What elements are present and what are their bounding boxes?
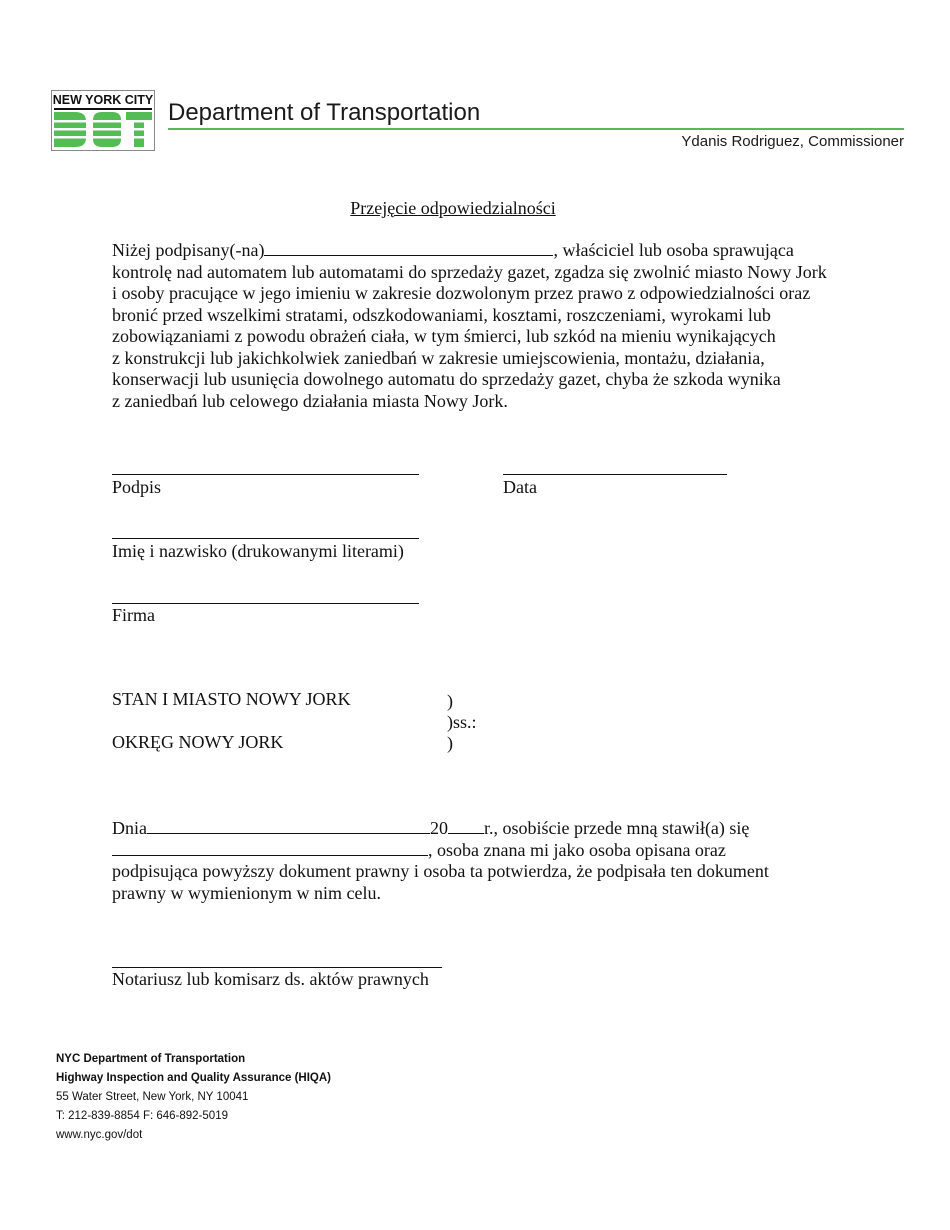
logo-city-text: NEW YORK CITY [52,93,154,107]
paragraph-line: z zaniedbań lub celowego działania miasta Nowy Jork. [112,390,508,411]
appearing-person-blank[interactable] [112,840,428,856]
paragraph-line: z konstrukcji lub jakichkolwiek zaniedbań w zakresie umiejscowienia, montażu, działania, [112,347,765,368]
notary-signature-line[interactable] [112,967,442,968]
known-person-clause: , osoba znana mi jako osoba opisana oraz [428,839,726,860]
document-title: Przejęcie odpowiedzialności [350,198,556,218]
appearance-clause: r., osobiście przede mną stawił(a) się [484,818,750,838]
footer-website[interactable]: www.nyc.gov/dot [56,1129,143,1141]
footer-division: Highway Inspection and Quality Assurance (HIQA) [56,1072,331,1084]
paragraph-first-line [112,240,872,262]
paragraph-line: konserwacji lub usunięcia dowolnego automatu do sprzedaży gazet, chyba że szkoda wynika [112,369,781,389]
printed-name-line[interactable] [112,538,419,539]
acknowledgment-first-line [112,818,872,840]
dot-logo-mark [51,90,155,151]
footer-address: 55 Water Street, New York, NY 10041 [56,1091,249,1103]
undersigned-label: Niżej podpisany(-na) [112,240,265,260]
day-label: Dnia [112,818,147,838]
paragraph-line: kontrolę nad automatem lub automatami do sprzedaży gazet, zgadza się zwolnić miasto Nowy Jork [112,261,827,282]
venue-paren-top: ) [447,691,453,711]
owner-clause: , właściciel lub osoba sprawująca [553,240,794,260]
signature-label: Podpis [112,477,162,497]
company-label: Firma [112,605,155,625]
venue-paren-bottom: ) [447,733,453,753]
commissioner-name: Ydanis Rodriguez, Commissioner [681,133,904,150]
footer-phone-fax: T: 212-839-8854 F: 646-892-5019 [56,1110,228,1122]
day-blank[interactable] [147,818,430,834]
acknowledgment-second-line [112,840,872,862]
notary-label: Notariusz lub komisarz ds. aktów prawnych [112,969,429,989]
date-label: Data [503,477,537,497]
header-divider [168,128,904,130]
footer-contact [56,1050,331,1145]
state-city-venue: STAN I MIASTO NOWY JORK [112,689,351,709]
venue-ss: )ss.: [447,712,477,732]
year-blank[interactable] [448,818,484,834]
nyc-dot-logo [51,90,155,151]
county-venue: OKRĘG NOWY JORK [112,732,284,752]
footer-org: NYC Department of Transportation [56,1053,246,1065]
acknowledgment-paragraph [112,818,872,904]
acknowledgment-line: prawny w wymienionym w nim celu. [112,882,381,903]
liability-paragraph [112,240,872,412]
year-prefix: 20 [430,818,448,838]
printed-name-label: Imię i nazwisko (drukowanymi literami) [112,541,404,561]
signature-line[interactable] [112,474,419,475]
date-line[interactable] [503,474,727,475]
paragraph-line: zobowiązaniami z powodu obrażeń ciała, w tym śmierci, lub szkód na mieniu wynikających [112,326,776,346]
company-line[interactable] [112,603,419,604]
department-name: Department of Transportation [168,99,481,126]
undersigned-name-blank[interactable] [264,240,553,256]
paragraph-line: bronić przed wszelkimi stratami, odszkodowaniami, kosztami, roszczeniami, wyrokami lub [112,304,771,325]
paragraph-line: i osoby pracujące w jego imieniu w zakresie dozwolonym przez prawo z odpowiedzialności oraz [112,283,811,303]
acknowledgment-line: podpisująca powyższy dokument prawny i osoba ta potwierdza, że podpisała ten dokument [112,861,769,881]
